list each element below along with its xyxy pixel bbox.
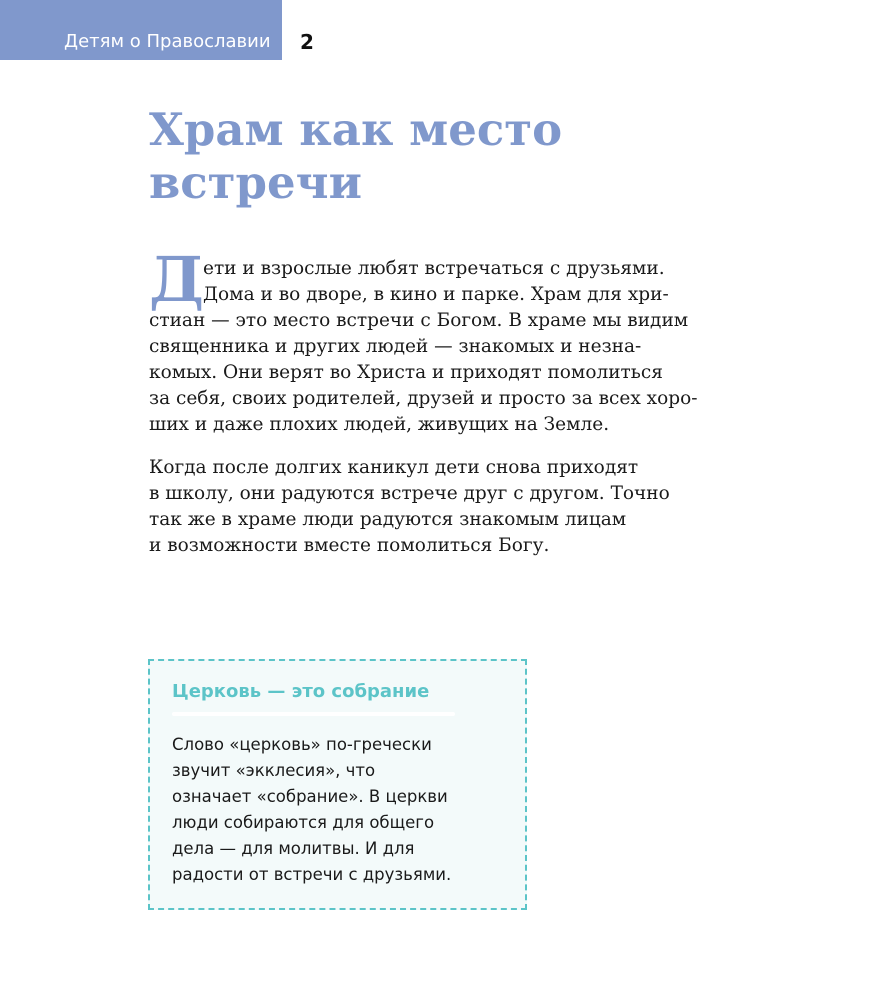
sidebar-line: звучит «экклесия», что [172, 761, 376, 780]
sidebar-title: Церковь — это собрание [172, 681, 430, 702]
paragraph-line: стиан — это место встречи с Богом. В храме мы видим [149, 310, 689, 331]
sidebar-text [172, 732, 512, 888]
paragraph-line: Дома и во дворе, в кино и парке. Храм для хри- [203, 284, 669, 305]
article-title-line: Храм как место [149, 103, 563, 156]
paragraph-line: священника и других людей — знакомых и незна- [149, 336, 642, 357]
sidebar-line: люди собираются для общего [172, 813, 435, 832]
paragraph-1 [149, 256, 789, 438]
running-header-title: Детям о Православии [64, 31, 271, 52]
paragraph-line: ети и взрослые любят встречаться с друзьями. [203, 258, 665, 279]
page-number: 2 [300, 30, 314, 54]
sidebar-line: означает «собрание». В церкви [172, 787, 448, 806]
sidebar-divider [172, 712, 455, 716]
info-sidebar-box [148, 659, 527, 910]
paragraph-line: Когда после долгих каникул дети снова приходят [149, 457, 639, 478]
paragraph-line: ших и даже плохих людей, живущих на Земле. [149, 414, 610, 435]
article-title [149, 103, 769, 209]
article-title-line: встречи [149, 156, 362, 209]
paragraph-line: комых. Они верят во Христа и приходят помолиться [149, 362, 663, 383]
drop-cap: Д [149, 243, 205, 316]
paragraph-line: за себя, своих родителей, друзей и просто за всех хоро- [149, 388, 698, 409]
paragraph-2 [149, 455, 789, 559]
paragraph-line: и возможности вместе помолиться Богу. [149, 535, 550, 556]
sidebar-line: Слово «церковь» по-гречески [172, 735, 432, 754]
sidebar-line: радости от встречи с друзьями. [172, 865, 452, 884]
sidebar-line: дела — для молитвы. И для [172, 839, 415, 858]
paragraph-line: так же в храме люди радуются знакомым лицам [149, 509, 627, 530]
paragraph-line: в школу, они радуются встрече друг с другом. Точно [149, 483, 670, 504]
